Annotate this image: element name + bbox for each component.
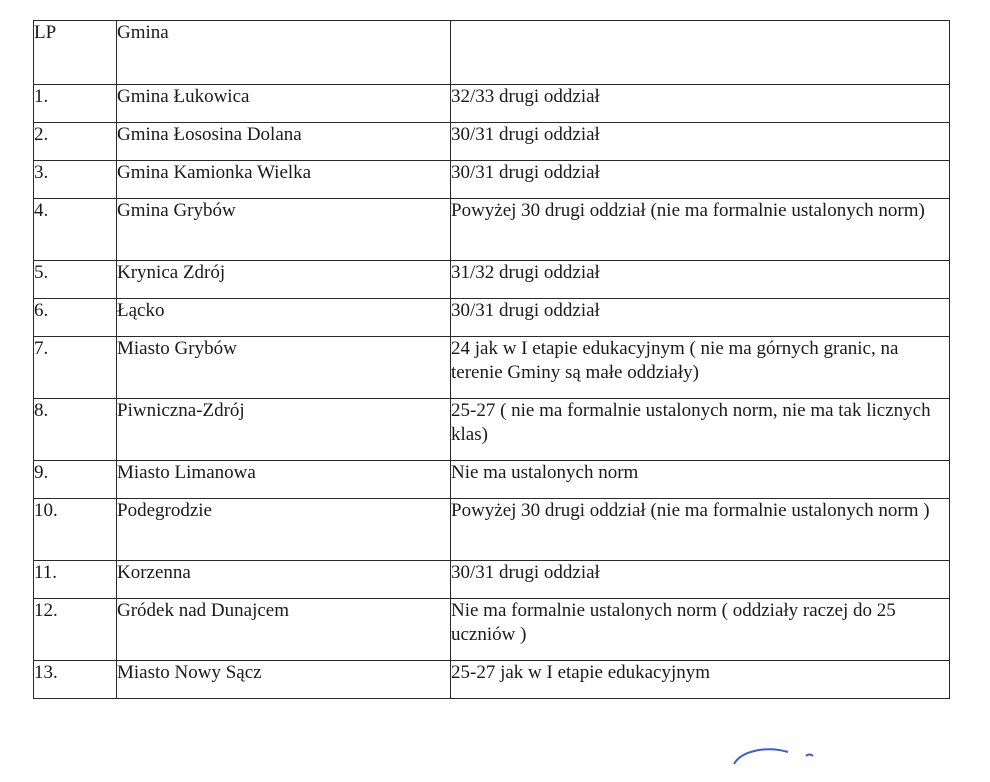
table-row bbox=[34, 561, 950, 599]
gmina-norms-table bbox=[33, 20, 950, 699]
row-lp: 8. bbox=[34, 399, 117, 461]
row-gmina: Gródek nad Dunajcem bbox=[117, 599, 451, 661]
row-gmina: Podegrodzie bbox=[117, 499, 451, 561]
table-row bbox=[34, 337, 950, 399]
row-note: Nie ma ustalonych norm bbox=[451, 461, 950, 499]
table-row bbox=[34, 399, 950, 461]
row-lp: 11. bbox=[34, 561, 117, 599]
row-lp: 1. bbox=[34, 85, 117, 123]
row-lp: 5. bbox=[34, 261, 117, 299]
row-gmina: Miasto Nowy Sącz bbox=[117, 661, 451, 699]
row-note: 30/31 drugi oddział bbox=[451, 123, 950, 161]
row-lp: 12. bbox=[34, 599, 117, 661]
row-note: Powyżej 30 drugi oddział (nie ma formalnie ustalonych norm) bbox=[451, 199, 950, 261]
row-lp: 4. bbox=[34, 199, 117, 261]
row-note: Nie ma formalnie ustalonych norm ( oddziały raczej do 25 uczniów ) bbox=[451, 599, 950, 661]
row-note: Powyżej 30 drugi oddział (nie ma formalnie ustalonych norm ) bbox=[451, 499, 950, 561]
row-note: 30/31 drugi oddział bbox=[451, 161, 950, 199]
row-note: 30/31 drugi oddział bbox=[451, 299, 950, 337]
header-gmina: Gmina bbox=[117, 21, 451, 85]
table-row bbox=[34, 499, 950, 561]
row-gmina: Gmina Łukowica bbox=[117, 85, 451, 123]
table-row bbox=[34, 299, 950, 337]
table-row bbox=[34, 261, 950, 299]
row-lp: 10. bbox=[34, 499, 117, 561]
row-gmina: Gmina Łososina Dolana bbox=[117, 123, 451, 161]
table-row bbox=[34, 161, 950, 199]
row-lp: 6. bbox=[34, 299, 117, 337]
row-gmina: Łącko bbox=[117, 299, 451, 337]
row-note: 32/33 drugi oddział bbox=[451, 85, 950, 123]
row-gmina: Korzenna bbox=[117, 561, 451, 599]
row-note: 25-27 ( nie ma formalnie ustalonych norm, nie ma tak licznych klas) bbox=[451, 399, 950, 461]
header-lp: LP bbox=[34, 21, 117, 85]
row-lp: 2. bbox=[34, 123, 117, 161]
row-gmina: Krynica Zdrój bbox=[117, 261, 451, 299]
row-lp: 7. bbox=[34, 337, 117, 399]
row-note: 24 jak w I etapie edukacyjnym ( nie ma górnych granic, na terenie Gminy są małe oddziały) bbox=[451, 337, 950, 399]
row-lp: 13. bbox=[34, 661, 117, 699]
row-note: 31/32 drugi oddział bbox=[451, 261, 950, 299]
row-note: 30/31 drugi oddział bbox=[451, 561, 950, 599]
row-gmina: Gmina Grybów bbox=[117, 199, 451, 261]
table-row bbox=[34, 199, 950, 261]
table-row bbox=[34, 123, 950, 161]
table-row bbox=[34, 661, 950, 699]
row-lp: 9. bbox=[34, 461, 117, 499]
table-header-row bbox=[34, 21, 950, 85]
table-row bbox=[34, 461, 950, 499]
row-gmina: Miasto Grybów bbox=[117, 337, 451, 399]
row-lp: 3. bbox=[34, 161, 117, 199]
row-gmina: Miasto Limanowa bbox=[117, 461, 451, 499]
signature-stamp-mark bbox=[728, 742, 818, 782]
table-row bbox=[34, 599, 950, 661]
row-gmina: Piwniczna-Zdrój bbox=[117, 399, 451, 461]
row-note: 25-27 jak w I etapie edukacyjnym bbox=[451, 661, 950, 699]
header-note bbox=[451, 21, 950, 85]
table-row bbox=[34, 85, 950, 123]
row-gmina: Gmina Kamionka Wielka bbox=[117, 161, 451, 199]
